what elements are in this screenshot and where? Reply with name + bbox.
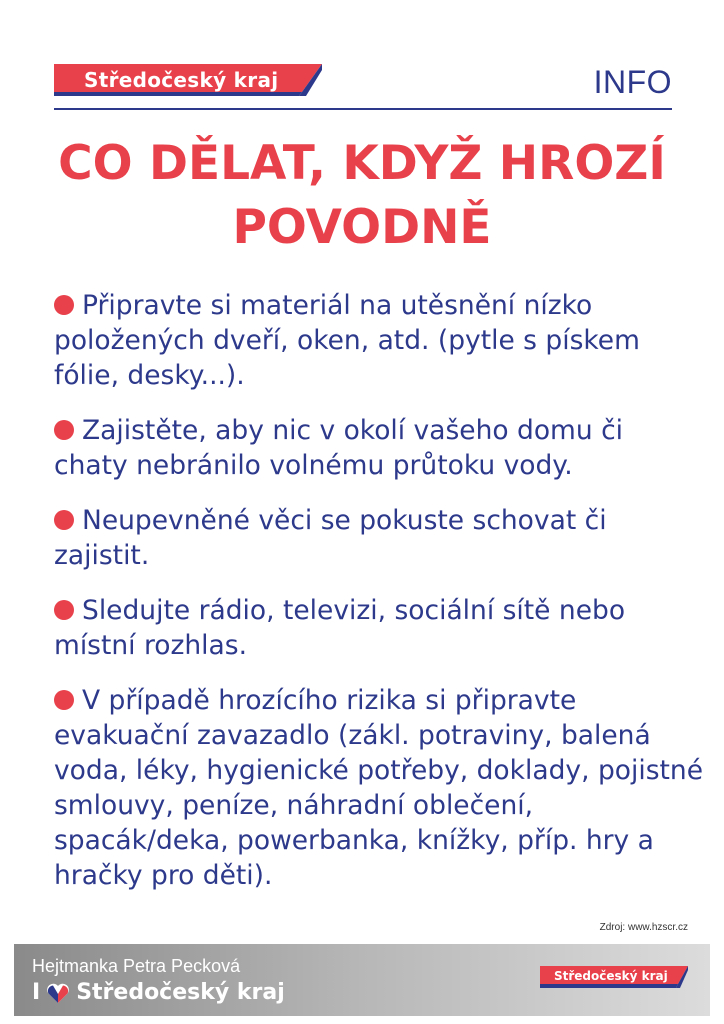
page-title [40,132,684,260]
heart-icon [46,982,70,1004]
brand-tab [54,64,322,96]
bullet-icon [54,690,74,710]
footer-brand-name: Středočeský kraj [554,969,668,983]
bullet-icon [54,510,74,530]
list-item [54,288,704,393]
list-item [54,503,704,573]
item-text: Připravte si materiál na utěsnění nízko položených dveří, oken, atd. (pytle s pískem fólie, desky...). [54,290,640,391]
title-line-2: POVODNĚ [232,200,492,255]
bullet-icon [54,600,74,620]
slogan-region: Středočeský kraj [76,980,285,1005]
region-slogan [32,980,285,1005]
bullet-icon [54,295,74,315]
item-text: V případě hrozícího rizika si připravte evakuační zavazadlo (zákl. potraviny, balená voda, léky, hygienické potřeby, doklady, pojistné smlouvy, peníze, náhradní oblečení, spacák/deka, powerbanka, knížky, příp. hry a hračky pro děti). [54,685,704,891]
item-text: Sledujte rádio, televizi, sociální sítě nebo místní rozhlas. [54,595,626,661]
brand-name: Středočeský kraj [84,68,279,92]
footer-banner [14,944,710,1016]
instruction-list [54,288,704,913]
slogan-i: I [32,980,41,1005]
governor-name: Hejtmanka Petra Pecková [32,956,241,976]
list-item [54,593,704,663]
item-text: Zajistěte, aby nic v okolí vašeho domu či chaty nebránilo volnému průtoku vody. [54,415,624,481]
header-divider [54,108,672,110]
footer-brand-tab [540,966,688,988]
title-line-1: CO DĚLAT, KDYŽ HROZÍ [58,136,666,191]
list-item [54,413,704,483]
info-label: INFO [593,64,672,100]
item-text: Neupevněné věci se pokuste schovat či zajistit. [54,505,607,571]
bullet-icon [54,420,74,440]
list-item [54,683,704,893]
source-note: Zdroj: www.hzscr.cz [599,922,688,933]
